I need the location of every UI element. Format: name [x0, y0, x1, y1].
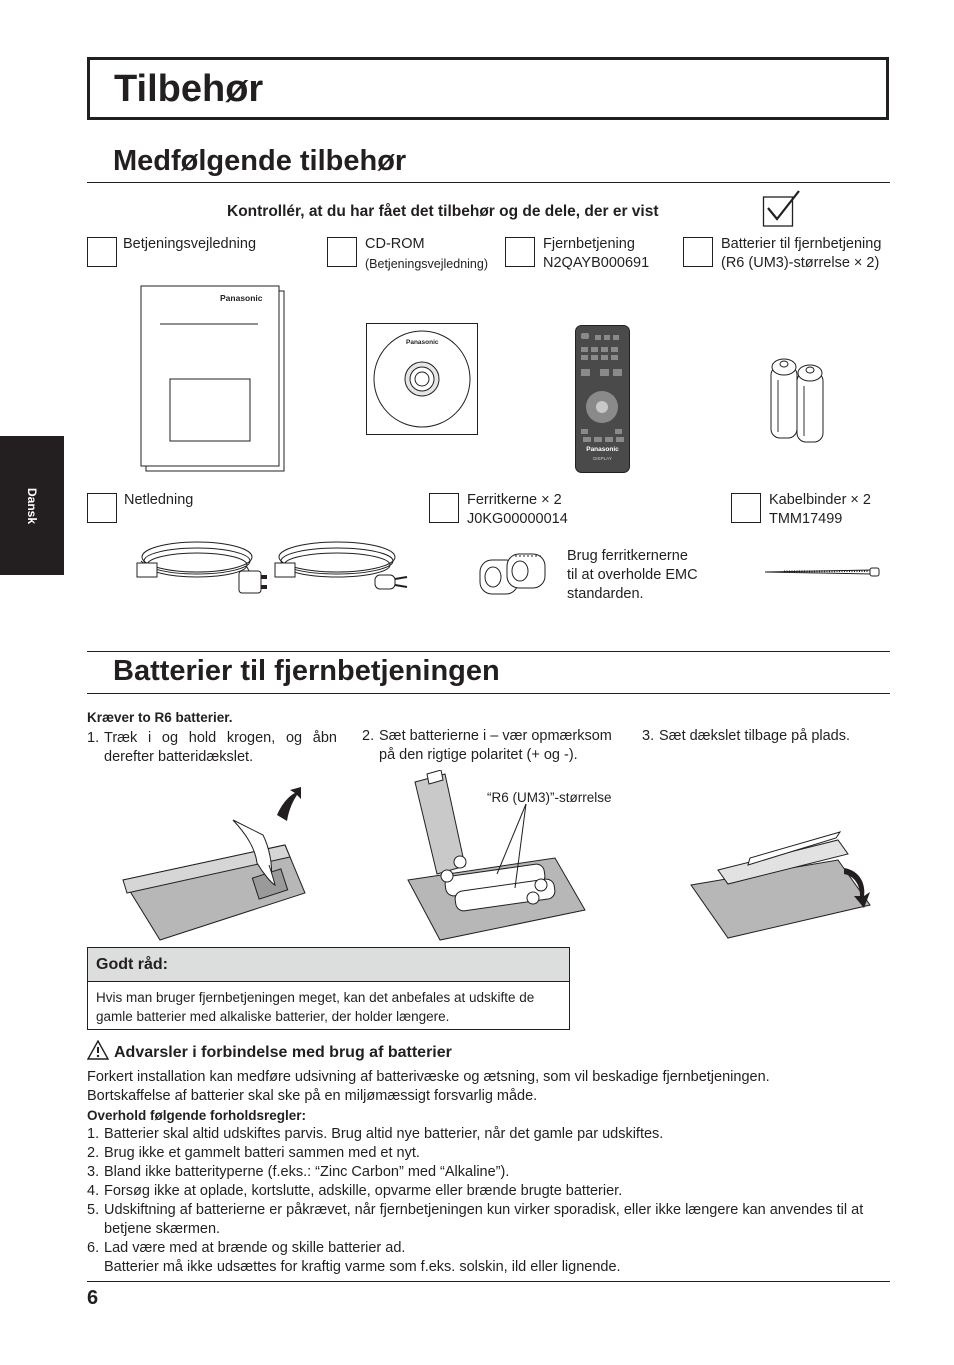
- item-cdrom-sub: (Betjeningsvejledning): [365, 257, 488, 271]
- batteries-illustration: [770, 352, 830, 444]
- rule-extra-text: Batterier må ikke udsættes for kraftig varme som f.eks. solskin, ild eller lignende.: [104, 1259, 621, 1275]
- rule-text: Forsøg ikke at oplade, kortslutte, adskille, opvarme eller brænde brugte batterier.: [104, 1183, 623, 1199]
- warnings-title: Advarsler i forbindelse med brug af batterier: [114, 1044, 452, 1061]
- warning-rule: [87, 1163, 897, 1182]
- rule-text: Batterier skal altid udskiftes parvis. Brug altid nye batterier, når det gamle par udskiftes.: [104, 1126, 664, 1142]
- insert-batteries-illustration: [405, 770, 590, 945]
- language-label: Dansk: [25, 487, 39, 525]
- tip-text: Hvis man bruger fjernbetjeningen meget, kan det anbefales at udskifte de gamle batterier med alkaliske batterier, der holder længere.: [96, 990, 535, 1024]
- warnings-body: [87, 1068, 897, 1277]
- checkbox-manual[interactable]: [87, 237, 117, 267]
- batteries-top-rule: [87, 651, 890, 652]
- page-title: Tilbehør: [114, 68, 264, 110]
- check-note: Kontrollér, at du har fået det tilbehør og de dele, der er vist: [227, 203, 659, 220]
- item-cdrom-label: CD-ROM: [365, 236, 425, 252]
- warnings-rules-title: Overhold følgende forholdsregler:: [87, 1108, 307, 1123]
- warning-rule: [87, 1182, 897, 1201]
- step-1-text: Træk i og hold krogen, og åbn derefter batteridækslet.: [104, 730, 337, 765]
- manual-illustration: [140, 285, 286, 473]
- language-side-tab: [0, 436, 64, 575]
- warnings-rules-list: [87, 1125, 897, 1277]
- step-2: [362, 727, 614, 764]
- item-ferrite-sub: J0KG00000014: [467, 511, 568, 527]
- rule-text: Brug ikke et gammelt batteri sammen med et nyt.: [104, 1145, 420, 1161]
- footer-rule: [87, 1281, 890, 1282]
- cd-brand-logo: Panasonic: [406, 339, 439, 346]
- close-cover-illustration: [688, 830, 876, 945]
- checkbox-ferrite[interactable]: [429, 493, 459, 523]
- tip-title: Godt råd:: [88, 948, 569, 982]
- warning-triangle-icon: [87, 1040, 109, 1060]
- warnings-intro-1: Forkert installation kan medføre udsivning af batterivæske og ætsning, som vil beskadige fjernbetjeningen.: [87, 1069, 770, 1085]
- checkbox-cable-tie[interactable]: [731, 493, 761, 523]
- step-3-text: Sæt dækslet tilbage på plads.: [659, 728, 851, 744]
- ferrite-note-3: standarden.: [567, 586, 644, 602]
- step-3-num: 3.: [642, 728, 655, 744]
- manual-brand-logo: Panasonic: [220, 293, 263, 303]
- item-batteries-label: Batterier til fjernbetjening: [721, 236, 882, 252]
- step-2-text: Sæt batterierne i – vær opmærksom på den rigtige polaritet (+ og -).: [379, 728, 612, 763]
- warning-rule: [87, 1125, 897, 1144]
- accessories-heading: Medfølgende tilbehør: [113, 145, 407, 177]
- page-number: 6: [87, 1287, 99, 1309]
- rule-num: 2.: [87, 1145, 100, 1161]
- item-remote-sub: N2QAYB000691: [543, 255, 650, 271]
- power-cord-illustration: [135, 535, 410, 600]
- item-cable-tie-sub: TMM17499: [769, 511, 843, 527]
- warning-rule: [87, 1201, 897, 1239]
- item-manual-label: Betjeningsvejledning: [123, 236, 257, 252]
- warning-rule: [87, 1144, 897, 1163]
- warnings-intro-2: Bortskaffelse af batterier skal ske på en miljømæssigt forsvarlig måde.: [87, 1088, 538, 1104]
- accessories-heading-rule: [87, 182, 890, 183]
- rule-text: Lad være med at brænde og skille batterier ad.: [104, 1240, 406, 1256]
- step-3: [642, 727, 882, 746]
- cdrom-illustration: [366, 323, 478, 435]
- item-batteries-sub: (R6 (UM3)-størrelse × 2): [721, 255, 880, 271]
- item-remote-label: Fjernbetjening: [543, 236, 635, 252]
- ferrite-note-2: til at overholde EMC: [567, 567, 698, 583]
- warning-rule: [87, 1239, 897, 1277]
- checkbox-batteries[interactable]: [683, 237, 713, 267]
- step-1: [87, 729, 337, 766]
- rule-num: 4.: [87, 1183, 100, 1199]
- rule-num: 3.: [87, 1164, 100, 1180]
- rule-text: Bland ikke batterityperne (f.eks.: “Zinc Carbon” med “Alkaline”).: [104, 1164, 510, 1180]
- item-power-cord-label: Netledning: [124, 492, 194, 508]
- batteries-heading-rule: [87, 693, 890, 694]
- open-cover-illustration: [115, 785, 310, 945]
- checkbox-cdrom[interactable]: [327, 237, 357, 267]
- batteries-heading: Batterier til fjernbetjeningen: [113, 655, 500, 687]
- cable-tie-illustration: [764, 566, 882, 578]
- item-ferrite-label: Ferritkerne × 2: [467, 492, 562, 508]
- ferrite-core-illustration: [475, 550, 555, 600]
- remote-caption: DISPLAY: [593, 456, 612, 461]
- step-2-num: 2.: [362, 728, 375, 744]
- item-cable-tie-label: Kabelbinder × 2: [769, 492, 871, 508]
- battery-size-label: “R6 (UM3)”-størrelse: [487, 790, 612, 805]
- requires-note: Kræver to R6 batterier.: [87, 710, 233, 725]
- step-1-num: 1.: [87, 730, 100, 746]
- remote-illustration: [575, 325, 630, 473]
- rule-num: 6.: [87, 1240, 100, 1256]
- rule-text: Udskiftning af batterierne er påkrævet, når fjernbetjeningen kun virker sporadisk, eller ikke længere kan anvendes til at betjene skærmen.: [104, 1202, 864, 1237]
- rule-num: 5.: [87, 1202, 100, 1218]
- page-title-box: [87, 57, 889, 120]
- rule-num: 1.: [87, 1126, 100, 1142]
- checkmark-box-icon: [762, 188, 802, 228]
- remote-brand-logo: Panasonic: [586, 446, 619, 453]
- checkbox-power-cord[interactable]: [87, 493, 117, 523]
- tip-box: [87, 947, 570, 1030]
- checkbox-remote[interactable]: [505, 237, 535, 267]
- ferrite-note-1: Brug ferritkernerne: [567, 548, 688, 564]
